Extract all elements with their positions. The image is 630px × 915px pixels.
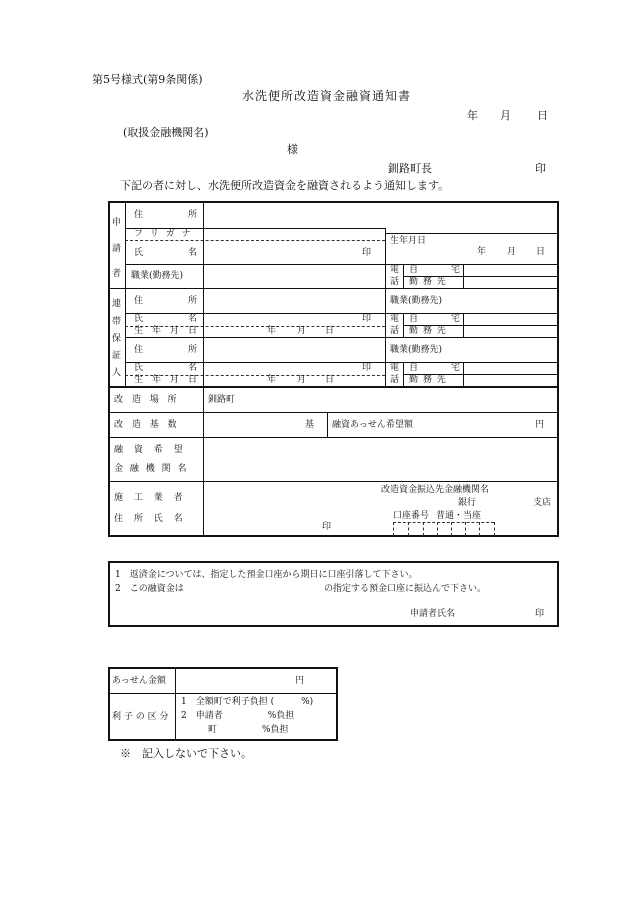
guarantor2-tel-label-b: 話: [390, 375, 400, 385]
applicant-name-label-b: 名: [188, 248, 198, 258]
applicant-name-label-a: 氏: [134, 248, 144, 258]
guarantor1-name-b: 名: [188, 314, 198, 324]
guarantor2-name-b: 名: [188, 363, 198, 373]
form-number: 第5号様式(第9条関係): [92, 73, 203, 86]
loan-amount-unit: 円: [535, 420, 545, 430]
applicant-furigana-label: フ リ ガ ナ: [134, 229, 193, 239]
applicant-job-label: 職業(勤務先): [131, 271, 184, 281]
loan-amount-label: 融資あっせん希望額: [332, 420, 413, 430]
site-value: 釧路町: [208, 395, 236, 405]
guarantor1-birth-1: 生: [134, 326, 144, 336]
guarantor1-birth-4: 日: [188, 326, 198, 336]
applicant-tel-label-b: 話: [390, 277, 400, 287]
applicant-birth-year: 年: [477, 247, 487, 257]
applicant-seal: 印: [362, 248, 372, 258]
applicant-address-label-a: 住: [134, 210, 144, 220]
guarantor1-tel-label-a: 電: [390, 314, 400, 324]
bank-suffix: 銀行: [458, 498, 477, 508]
guarantor2-tel-label-a: 電: [390, 363, 400, 373]
main-table: [108, 201, 559, 537]
applicant-birth-month: 月: [507, 247, 517, 257]
interest-option-2: 2 申請者 %負担: [181, 711, 295, 721]
guarantor2-birth-year: 年: [267, 375, 277, 385]
amount-label: あっせん金額: [112, 676, 166, 686]
applicant-tel-work: 勤 務 先: [409, 277, 447, 287]
guarantor1-tel-work: 勤 務 先: [409, 326, 447, 336]
site-label: 改 造 場 所: [114, 395, 180, 405]
interest-label: 利 子 の 区 分: [112, 712, 169, 722]
guarantor2-birth-day: 日: [325, 375, 335, 385]
guarantor2-name-a: 氏: [134, 363, 144, 373]
guarantor1-birth-month: 月: [297, 326, 307, 336]
note-line-1: 1 返済金については、指定した預金口座から期日に口座引落して下さい。: [115, 570, 418, 580]
note-line-2b: の指定する預金口座に振込んで下さい。: [324, 584, 487, 594]
applicant-label-2: 請: [112, 244, 122, 254]
applicant-label-3: 者: [112, 269, 122, 279]
guarantor1-birth-3: 月: [170, 326, 180, 336]
note-line-2a: 2 この融資金は: [115, 584, 184, 594]
contractor-seal: 印: [322, 522, 332, 532]
applicant-tel-label-a: 電: [390, 265, 400, 275]
guarantor2-birth-month: 月: [297, 375, 307, 385]
guarantor-label-4: 証: [112, 351, 122, 361]
amount-unit: 円: [295, 676, 305, 686]
guarantor2-tel-home-b: 宅: [451, 363, 461, 373]
guarantor2-address-b: 所: [188, 345, 198, 355]
guarantor1-address-a: 住: [134, 296, 144, 306]
issuer-name: 釧路町長: [388, 162, 432, 175]
guarantor1-seal: 印: [362, 314, 372, 324]
intro-text: 下記の者に対し、水洗便所改造資金を融資されるよう通知します。: [120, 179, 450, 192]
guarantor-label-5: 人: [112, 368, 122, 378]
guarantor2-tel-home-a: 自: [409, 363, 419, 373]
interest-option-1: 1 全額町で利子負担 ( %): [181, 697, 314, 707]
interest-option-3: 町 %負担: [208, 725, 289, 735]
issuer-seal: 印: [535, 162, 546, 175]
guarantor1-birth-day: 日: [325, 326, 335, 336]
guarantor2-seal: 印: [362, 363, 372, 373]
guarantor2-birth-1: 生: [134, 375, 144, 385]
signer-seal: 印: [535, 609, 545, 619]
count-label: 改 造 基 数: [114, 420, 180, 430]
guarantor1-job-label: 職業(勤務先): [390, 296, 443, 306]
applicant-tel-home-a: 自: [409, 265, 419, 275]
contractor-label-1: 施 工 業 者: [114, 493, 187, 503]
applicant-birth-label: 生年月日: [390, 236, 427, 246]
count-unit: 基: [305, 420, 315, 430]
bank-label-2: 金 融 機 関 名: [114, 464, 189, 474]
guarantor-label-1: 連: [112, 299, 122, 309]
guarantor2-address-a: 住: [134, 345, 144, 355]
guarantor-label-3: 保: [112, 334, 122, 344]
date-year: 年: [467, 109, 478, 122]
guarantor2-birth-2: 年: [152, 375, 162, 385]
date-month: 月: [500, 109, 511, 122]
guarantor2-job-label: 職業(勤務先): [390, 345, 443, 355]
applicant-address-label-b: 所: [188, 210, 198, 220]
guarantor1-tel-label-b: 話: [390, 326, 400, 336]
guarantor1-tel-home-b: 宅: [451, 314, 461, 324]
account-type: 普通・当座: [436, 511, 482, 521]
transfer-bank-label: 改造資金振込先金融機関名: [381, 485, 490, 495]
guarantor1-name-a: 氏: [134, 314, 144, 324]
recipient-bank: (取扱金融機関名): [123, 126, 209, 139]
account-number-label: 口座番号: [393, 511, 430, 521]
guarantor1-birth-year: 年: [267, 326, 277, 336]
contractor-label-2: 住 所 氏 名: [114, 514, 187, 524]
applicant-tel-home-b: 宅: [451, 265, 461, 275]
guarantor2-tel-work: 勤 務 先: [409, 375, 447, 385]
guarantor2-birth-3: 月: [170, 375, 180, 385]
signer-label: 申請者氏名: [410, 609, 456, 619]
guarantor2-birth-4: 日: [188, 375, 198, 385]
guarantor-label-2: 帯: [112, 317, 122, 327]
applicant-birth-day: 日: [536, 247, 546, 257]
footnote: ※ 記入しないで下さい。: [120, 747, 252, 760]
guarantor1-tel-home-a: 自: [409, 314, 419, 324]
guarantor1-birth-2: 年: [152, 326, 162, 336]
page-title: 水洗便所改造資金融資通知書: [242, 89, 412, 103]
date-day: 日: [537, 109, 548, 122]
bank-label-1: 融 資 希 望: [114, 445, 187, 455]
recipient-sama: 様: [287, 143, 298, 156]
guarantor1-address-b: 所: [188, 296, 198, 306]
branch-suffix: 支店: [533, 498, 552, 508]
applicant-label-1: 申: [112, 218, 122, 228]
